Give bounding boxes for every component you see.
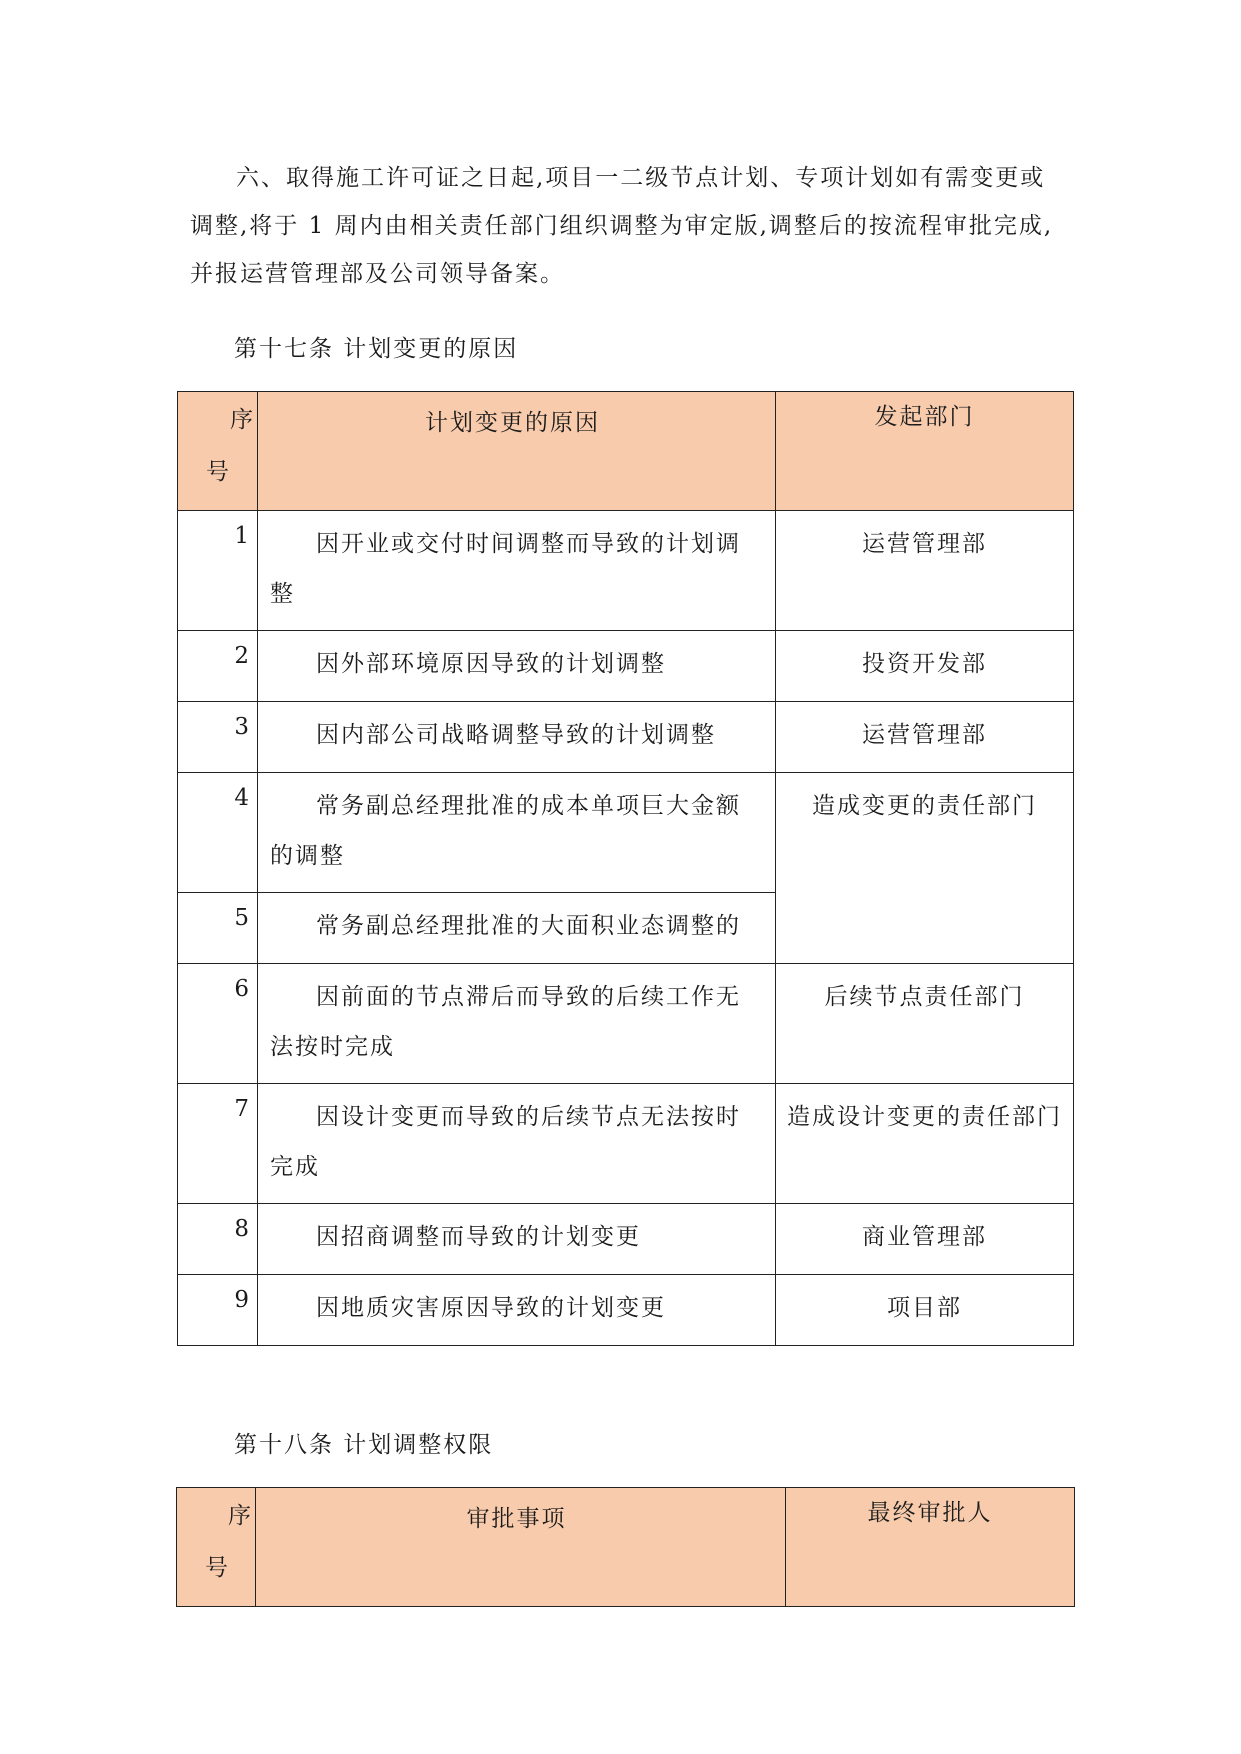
row-number: 3: [178, 702, 258, 773]
plan-change-reasons-table: [177, 391, 1074, 1346]
row-dept: 造成变更的责任部门: [776, 773, 1074, 964]
table-row: [178, 964, 1074, 1084]
table-header-row: [177, 1488, 1075, 1607]
row-reason: 因外部环境原因导致的计划调整: [258, 631, 776, 702]
row-dept: 运营管理部: [776, 511, 1074, 631]
row-reason: 因设计变更而导致的后续节点无法按时完成: [258, 1084, 776, 1204]
row-number: 8: [178, 1204, 258, 1275]
table-header-row: [178, 392, 1074, 511]
row-dept: 运营管理部: [776, 702, 1074, 773]
header-final-approver: 最终审批人: [786, 1488, 1075, 1607]
header-approval-item: 审批事项: [256, 1488, 786, 1607]
row-reason: 常务副总经理批准的大面积业态调整的: [258, 893, 776, 964]
row-dept: 商业管理部: [776, 1204, 1074, 1275]
row-number: 5: [178, 893, 258, 964]
table-row: [178, 1275, 1074, 1346]
plan-adjustment-authority-table: [176, 1487, 1075, 1607]
row-reason: 因前面的节点滞后而导致的后续工作无法按时完成: [258, 964, 776, 1084]
row-number: 4: [178, 773, 258, 893]
header-number: 序 号: [178, 392, 258, 511]
row-reason: 因招商调整而导致的计划变更: [258, 1204, 776, 1275]
row-reason: 常务副总经理批准的成本单项巨大金额的调整: [258, 773, 776, 893]
row-number: 1: [178, 511, 258, 631]
row-reason: 因开业或交付时间调整而导致的计划调整: [258, 511, 776, 631]
row-reason: 因内部公司战略调整导致的计划调整: [258, 702, 776, 773]
row-number: 7: [178, 1084, 258, 1204]
row-dept: 造成设计变更的责任部门: [776, 1084, 1074, 1204]
table-row: [178, 511, 1074, 631]
row-number: 2: [178, 631, 258, 702]
table-row: [178, 773, 1074, 893]
article-18-title: 第十八条 计划调整权限: [234, 1432, 494, 1458]
table-row: [178, 1084, 1074, 1204]
article-17-title: 第十七条 计划变更的原因: [234, 336, 519, 362]
table-row: [178, 631, 1074, 702]
header-number: 序 号: [177, 1488, 256, 1607]
table-row: [178, 702, 1074, 773]
paragraph-six: 六、取得施工许可证之日起,项目一二级节点计划、专项计划如有需变更或调整,将于 1 周内由相关责任部门组织调整为审定版,调整后的按流程审批完成,并报运营管理部及公司领导备案。: [190, 165, 1054, 287]
row-reason: 因地质灾害原因导致的计划变更: [258, 1275, 776, 1346]
row-number: 6: [178, 964, 258, 1084]
row-dept: 后续节点责任部门: [776, 964, 1074, 1084]
header-dept: 发起部门: [776, 392, 1074, 511]
table-row: [178, 1204, 1074, 1275]
row-dept: 项目部: [776, 1275, 1074, 1346]
row-number: 9: [178, 1275, 258, 1346]
row-dept: 投资开发部: [776, 631, 1074, 702]
header-reason: 计划变更的原因: [258, 392, 776, 511]
